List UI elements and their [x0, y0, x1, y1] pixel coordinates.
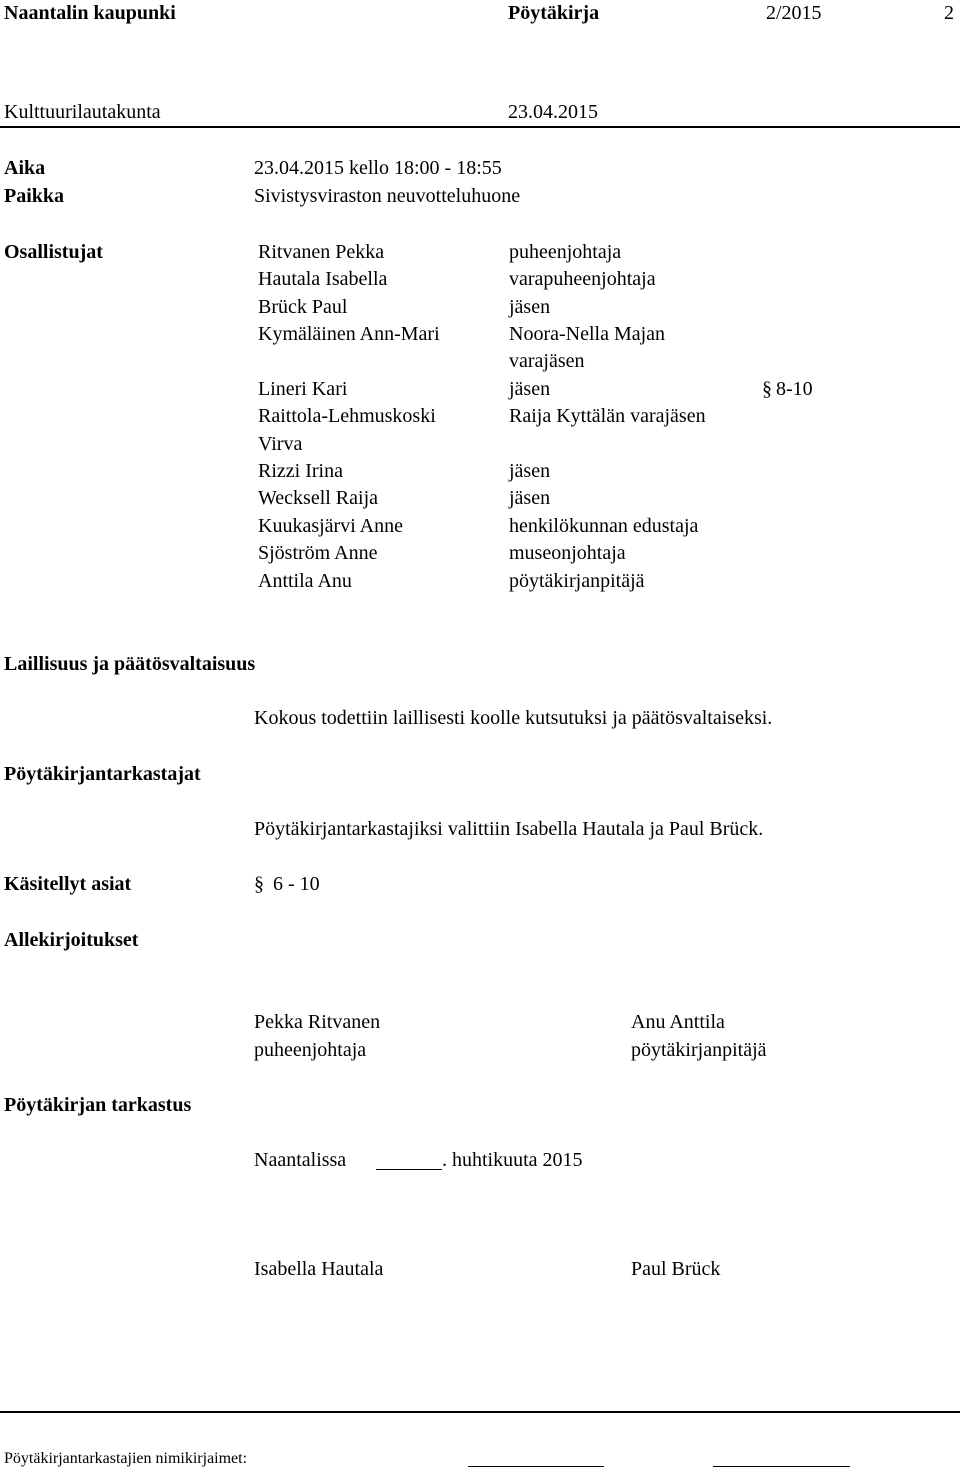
participant-role: jäsen [509, 460, 551, 482]
participant-name: Lineri Kari [258, 378, 348, 400]
participant-role: henkilökunnan edustaja [509, 515, 699, 537]
checkers-label: Pöytäkirjantarkastajat [4, 763, 201, 785]
initials-label: Pöytäkirjantarkastajien nimikirjaimet: [4, 1450, 248, 1467]
review-place: Naantalissa [254, 1149, 347, 1171]
page-number: 2 [944, 2, 954, 24]
secretary-role: pöytäkirjanpitäjä [631, 1039, 767, 1061]
section-sign-icon: § [762, 378, 772, 400]
participant-name: Brück Paul [258, 296, 348, 318]
participant-role: varajäsen [509, 350, 585, 372]
document-type: Pöytäkirja [508, 2, 600, 24]
participant-name: Kuukasjärvi Anne [258, 515, 403, 537]
review-label: Pöytäkirjan tarkastus [4, 1094, 192, 1116]
participant-name: Anttila Anu [258, 570, 352, 592]
participant-name: Kymäläinen Ann-Mari [258, 323, 440, 345]
time-label: Aika [4, 157, 46, 179]
items-label: Käsitellyt asiat [4, 873, 132, 895]
meeting-date: 23.04.2015 [508, 101, 598, 123]
participant-role: varapuheenjohtaja [509, 268, 656, 290]
participant-name: Rizzi Irina [258, 460, 343, 482]
header-divider [0, 126, 960, 128]
participant-role: jäsen [509, 487, 551, 509]
participants-label: Osallistujat [4, 241, 103, 263]
chair-role: puheenjohtaja [254, 1039, 367, 1061]
participant-role: Noora-Nella Majan [509, 323, 666, 345]
participant-name: Wecksell Raija [258, 487, 379, 509]
section-reference [762, 379, 813, 399]
time-value: 23.04.2015 kello 18:00 - 18:55 [254, 157, 502, 179]
chair-name: Pekka Ritvanen [254, 1011, 381, 1033]
participant-role: puheenjohtaja [509, 241, 622, 263]
date-blank-line [376, 1169, 442, 1170]
signatures-label: Allekirjoitukset [4, 929, 139, 951]
place-label: Paikka [4, 185, 65, 207]
items-range: 6 - 10 [273, 873, 320, 895]
participant-role: jäsen [509, 378, 551, 400]
participant-name: Hautala Isabella [258, 268, 388, 290]
secretary-name: Anu Anttila [631, 1011, 725, 1033]
checker-name: Isabella Hautala [254, 1258, 384, 1280]
place-value: Sivistysviraston neuvotteluhuone [254, 185, 521, 207]
initials-line [713, 1466, 850, 1467]
participant-name: Virva [258, 433, 303, 455]
legality-label: Laillisuus ja päätösvaltaisuus [4, 653, 256, 675]
checkers-text: Pöytäkirjantarkastajiksi valittiin Isabella Hautala ja Paul Brück. [254, 818, 764, 840]
participant-name: Ritvanen Pekka [258, 241, 385, 263]
section-sign-icon: § [254, 873, 264, 895]
section-range: 8-10 [776, 378, 813, 400]
committee-name: Kulttuurilautakunta [4, 101, 161, 123]
participant-name: Sjöström Anne [258, 542, 378, 564]
document-number: 2/2015 [766, 2, 822, 24]
items-value [254, 874, 320, 894]
participant-role: museonjohtaja [509, 542, 626, 564]
review-date: . huhtikuuta 2015 [442, 1149, 583, 1171]
legality-text: Kokous todettiin laillisesti koolle kutsutuksi ja päätösvaltaiseksi. [254, 707, 773, 729]
participant-role: Raija Kyttälän varajäsen [509, 405, 706, 427]
initials-line [468, 1466, 604, 1467]
organization-name: Naantalin kaupunki [4, 2, 176, 24]
footer-divider [0, 1411, 960, 1413]
participant-role: jäsen [509, 296, 551, 318]
participant-name: Raittola-Lehmuskoski [258, 405, 436, 427]
checker-name: Paul Brück [631, 1258, 721, 1280]
participant-role: pöytäkirjanpitäjä [509, 570, 645, 592]
